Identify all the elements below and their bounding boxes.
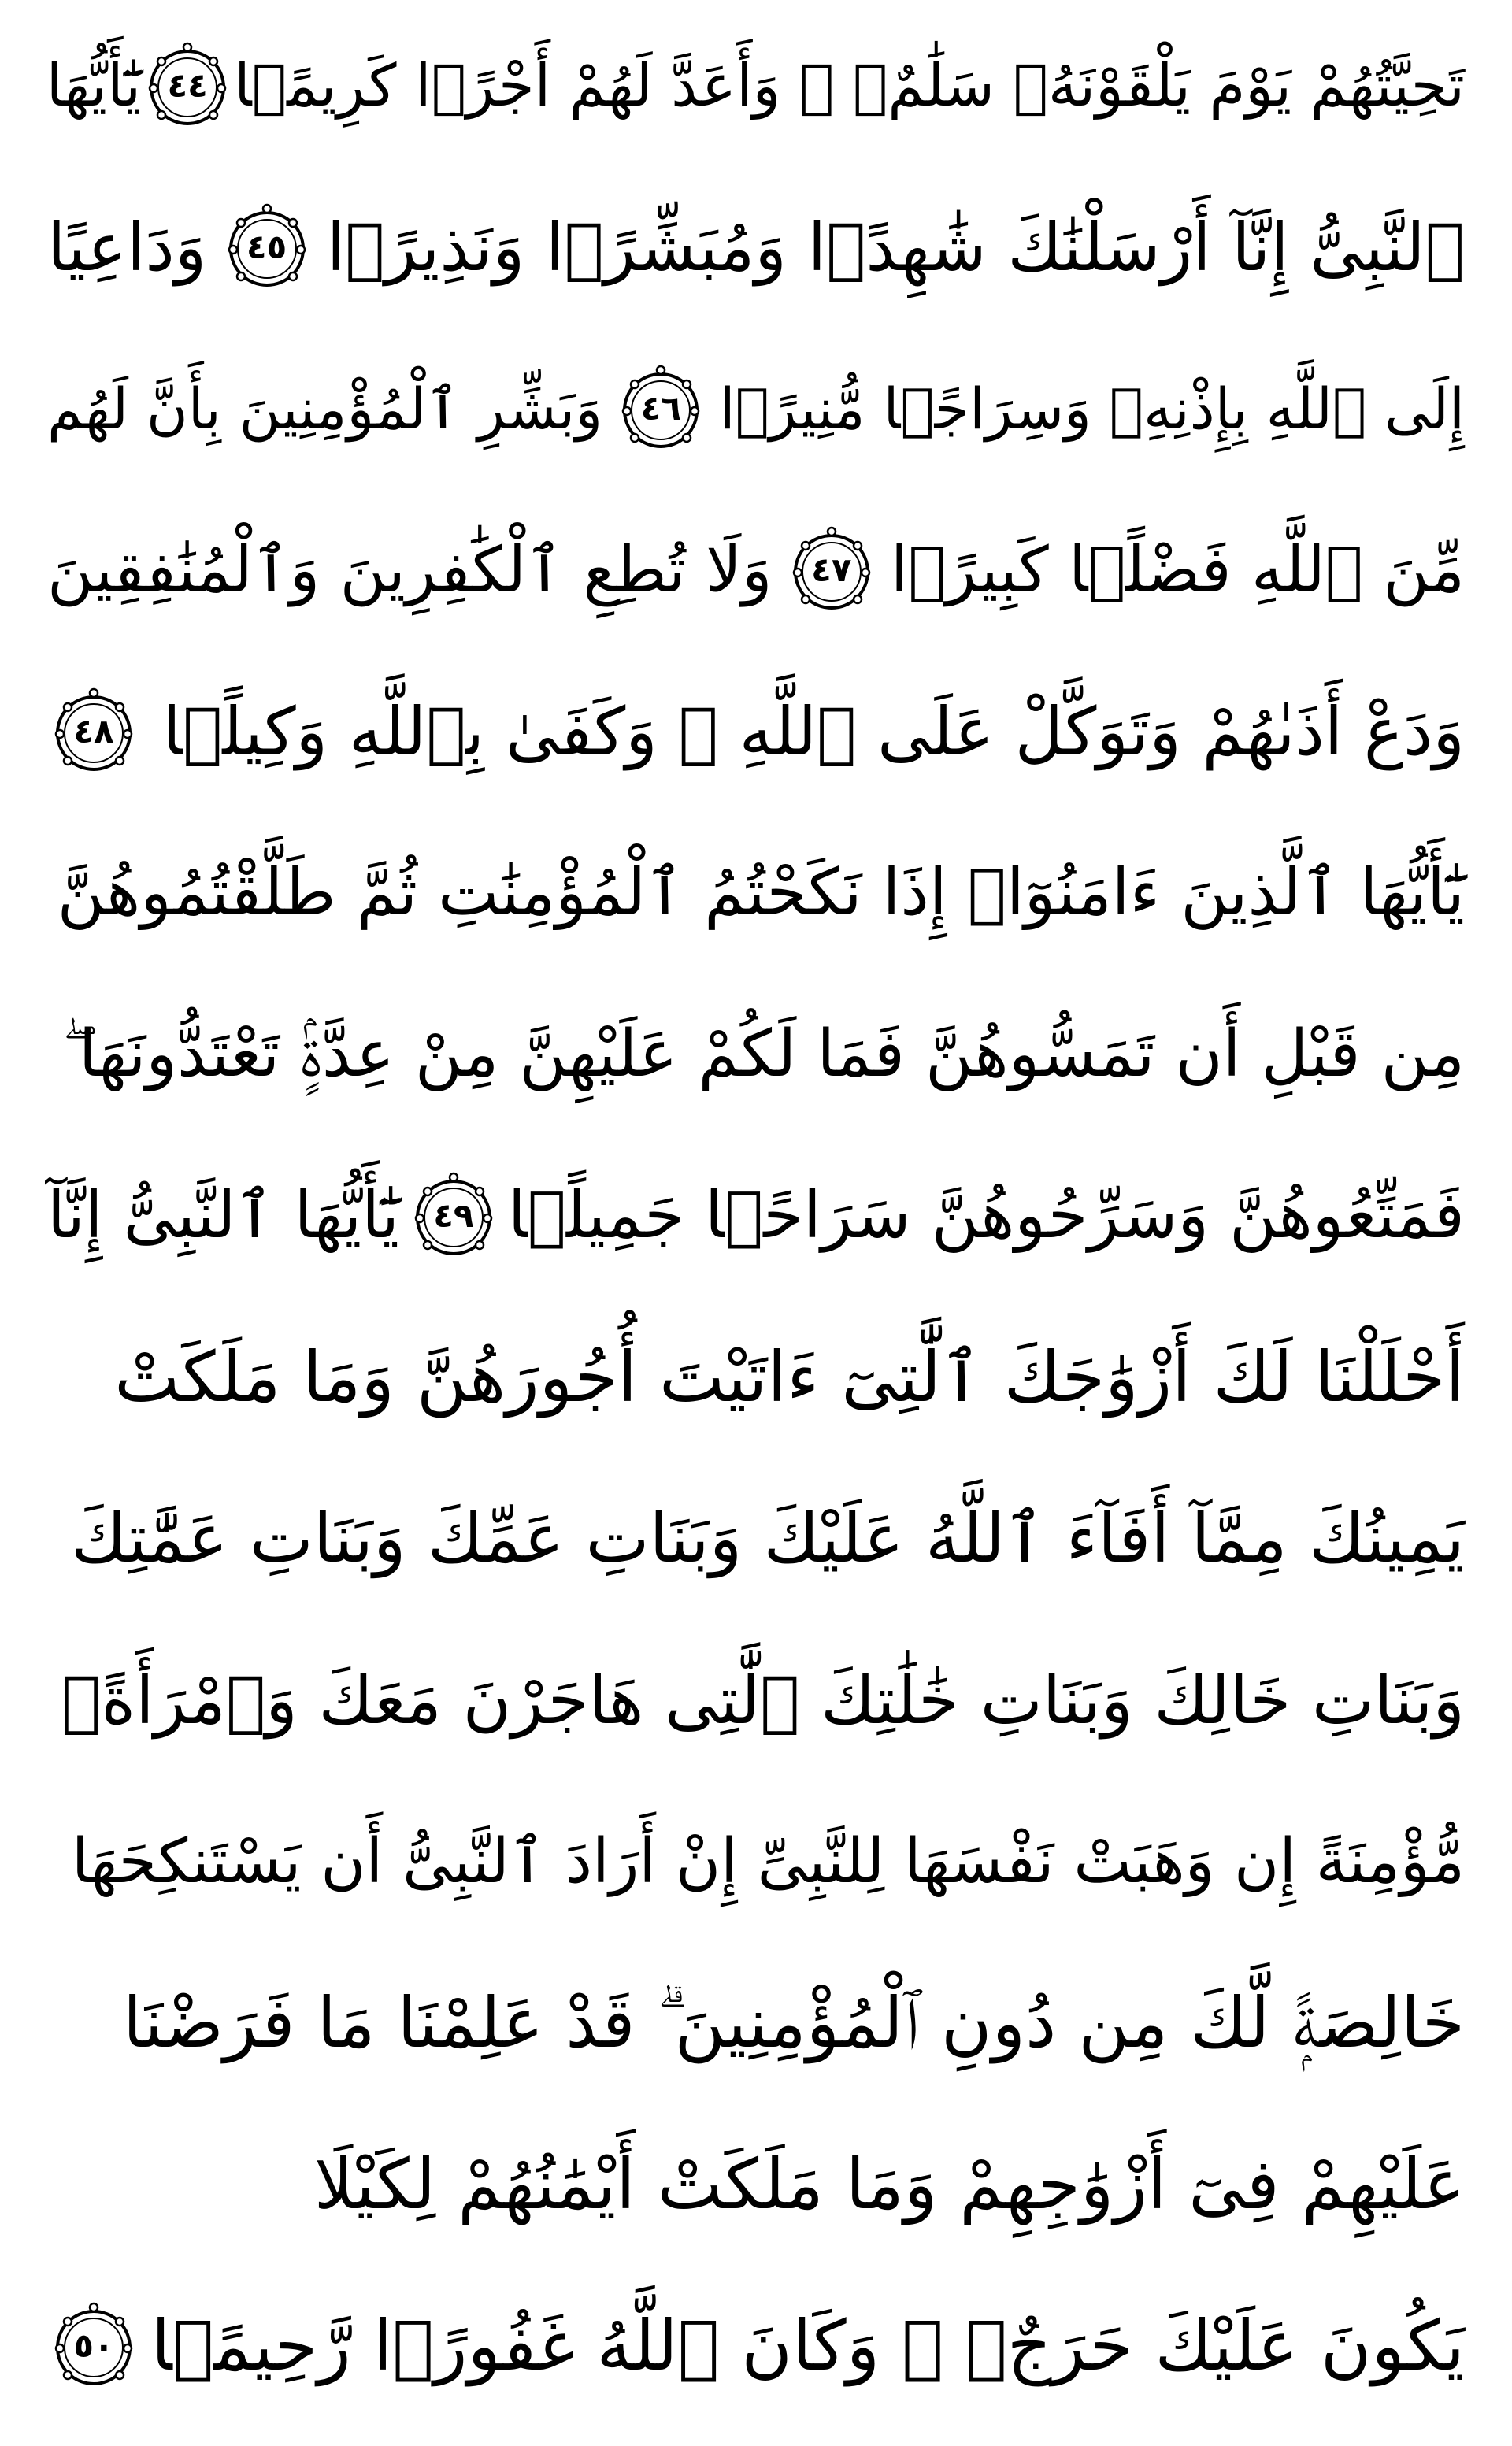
ayah-number-marker [47, 2300, 140, 2392]
ayah-number: ٤٨ [73, 712, 114, 750]
verse-line [47, 1785, 1465, 1938]
verse-text: يَكُونَ عَلَيْكَ حَرَجٌۭ ۗ وَكَانَ ٱللَّهُ غَفُورًۭا رَّحِيمًۭا [150, 2305, 1465, 2386]
verse-text: مُّؤْمِنَةً إِن وَهَبَتْ نَفْسَهَا لِلنَّبِىِّ إِنْ أَرَادَ ٱلنَّبِىُّ أَن يَسْتَنكِحَهَا [71, 1826, 1465, 1897]
verse-text: يَمِينُكَ مِمَّآ أَفَآءَ ٱللَّهُ عَلَيْكَ وَبَنَاتِ عَمِّكَ وَبَنَاتِ عَمَّٰتِكَ [71, 1499, 1465, 1578]
verse-line [47, 978, 1465, 1131]
verse-line [47, 171, 1465, 324]
ayah-number: ٤٧ [811, 550, 852, 589]
verse-text: وَبَشِّرِ ٱلْمُؤْمِنِينَ بِأَنَّ لَهُم [47, 376, 603, 442]
ayah-number-marker [785, 524, 878, 617]
verse-text: وَبَنَاتِ خَالِكَ وَبَنَاتِ خَٰلَٰتِكَ ٱلَّٰتِى هَاجَرْنَ مَعَكَ وَٱمْرَأَةًۭ [61, 1662, 1465, 1739]
ayah-number-marker [614, 362, 707, 455]
verse-text: وَدَعْ أَذَىٰهُمْ وَتَوَكَّلْ عَلَى ٱللَّهِ ۚ وَكَفَىٰ بِٱللَّهِ وَكِيلًۭا [162, 693, 1465, 770]
verse-line [47, 494, 1465, 647]
ayah-number: ٤٦ [640, 389, 681, 428]
verse-text: يَٰٓأَيُّهَا ٱلنَّبِىُّ إِنَّآ [47, 1178, 399, 1253]
verse-text: وَدَاعِيًا [47, 209, 207, 286]
verse-line [47, 332, 1465, 485]
ayah-number: ٤٤ [167, 66, 208, 105]
verse-text: فَمَتِّعُوهُنَّ وَسَرِّحُوهُنَّ سَرَاحًۭا جَمِيلًۭا [507, 1178, 1465, 1253]
verse-text: خَالِصَةًۭ لَّكَ مِن دُونِ ٱلْمُؤْمِنِينَ ۗ قَدْ عَلِمْنَا مَا فَرَضْنَا [122, 1982, 1465, 2063]
verse-text: يَٰٓأَيُّهَا ٱلَّذِينَ ءَامَنُوٓا۟ إِذَا نَكَحْتُمُ ٱلْمُؤْمِنَٰتِ ثُمَّ طَلَّقْتُمُوهُنَّ [57, 855, 1465, 930]
verse-text: إِلَى ٱللَّهِ بِإِذْنِهِۦ وَسِرَاجًۭا مُّنِيرًۭا [719, 376, 1465, 442]
verse-line [47, 1462, 1465, 1615]
verse-text: مِن قَبْلِ أَن تَمَسُّوهُنَّ فَمَا لَكُمْ عَلَيْهِنَّ مِنْ عِدَّةٍۢ تَعْتَدُّونَهَا ۖ [62, 1017, 1465, 1091]
ayah-number-marker [407, 1169, 500, 1262]
ayah-number-marker [220, 201, 313, 294]
ayah-number: ٤٩ [433, 1196, 474, 1235]
ayah-number: ٥٠ [73, 2326, 114, 2365]
verse-text: أَحْلَلْنَا لَكَ أَزْوَٰجَكَ ٱلَّٰتِىٓ ءَاتَيْتَ أُجُورَهُنَّ وَمَا مَلَكَتْ [114, 1336, 1465, 1418]
verse-line [47, 655, 1465, 808]
verse-line [47, 2108, 1465, 2261]
ayah-number-marker [141, 39, 234, 132]
verse-line [47, 1301, 1465, 1454]
ayah-number: ٤٥ [246, 228, 287, 266]
verse-text: ٱلنَّبِىُّ إِنَّآ أَرْسَلْنَٰكَ شَٰهِدًۭا وَمُبَشِّرًۭا وَنَذِيرًۭا [326, 209, 1465, 286]
verse-line [47, 1140, 1465, 1292]
verse-text: تَحِيَّتُهُمْ يَوْمَ يَلْقَوْنَهُۥ سَلَٰمٌۭ ۚ وَأَعَدَّ لَهُمْ أَجْرًۭا كَرِيمًۭا [234, 52, 1465, 120]
verse-text: مِّنَ ٱللَّهِ فَضْلًۭا كَبِيرًۭا [890, 533, 1465, 606]
verse-line [47, 2270, 1465, 2422]
verse-text: وَلَا تُطِعِ ٱلْكَٰفِرِينَ وَٱلْمُنَٰفِقِينَ [47, 533, 773, 606]
verse-line [47, 1947, 1465, 2099]
verse-line [47, 9, 1465, 162]
ayah-number-marker [47, 685, 140, 778]
verse-line [47, 1624, 1465, 1777]
verse-text: يَٰٓأَيُّهَا [46, 52, 142, 120]
verse-text: عَلَيْهِمْ فِىٓ أَزْوَٰجِهِمْ وَمَا مَلَكَتْ أَيْمَٰنُهُمْ لِكَيْلَا [313, 2144, 1465, 2225]
verse-line [47, 817, 1465, 969]
